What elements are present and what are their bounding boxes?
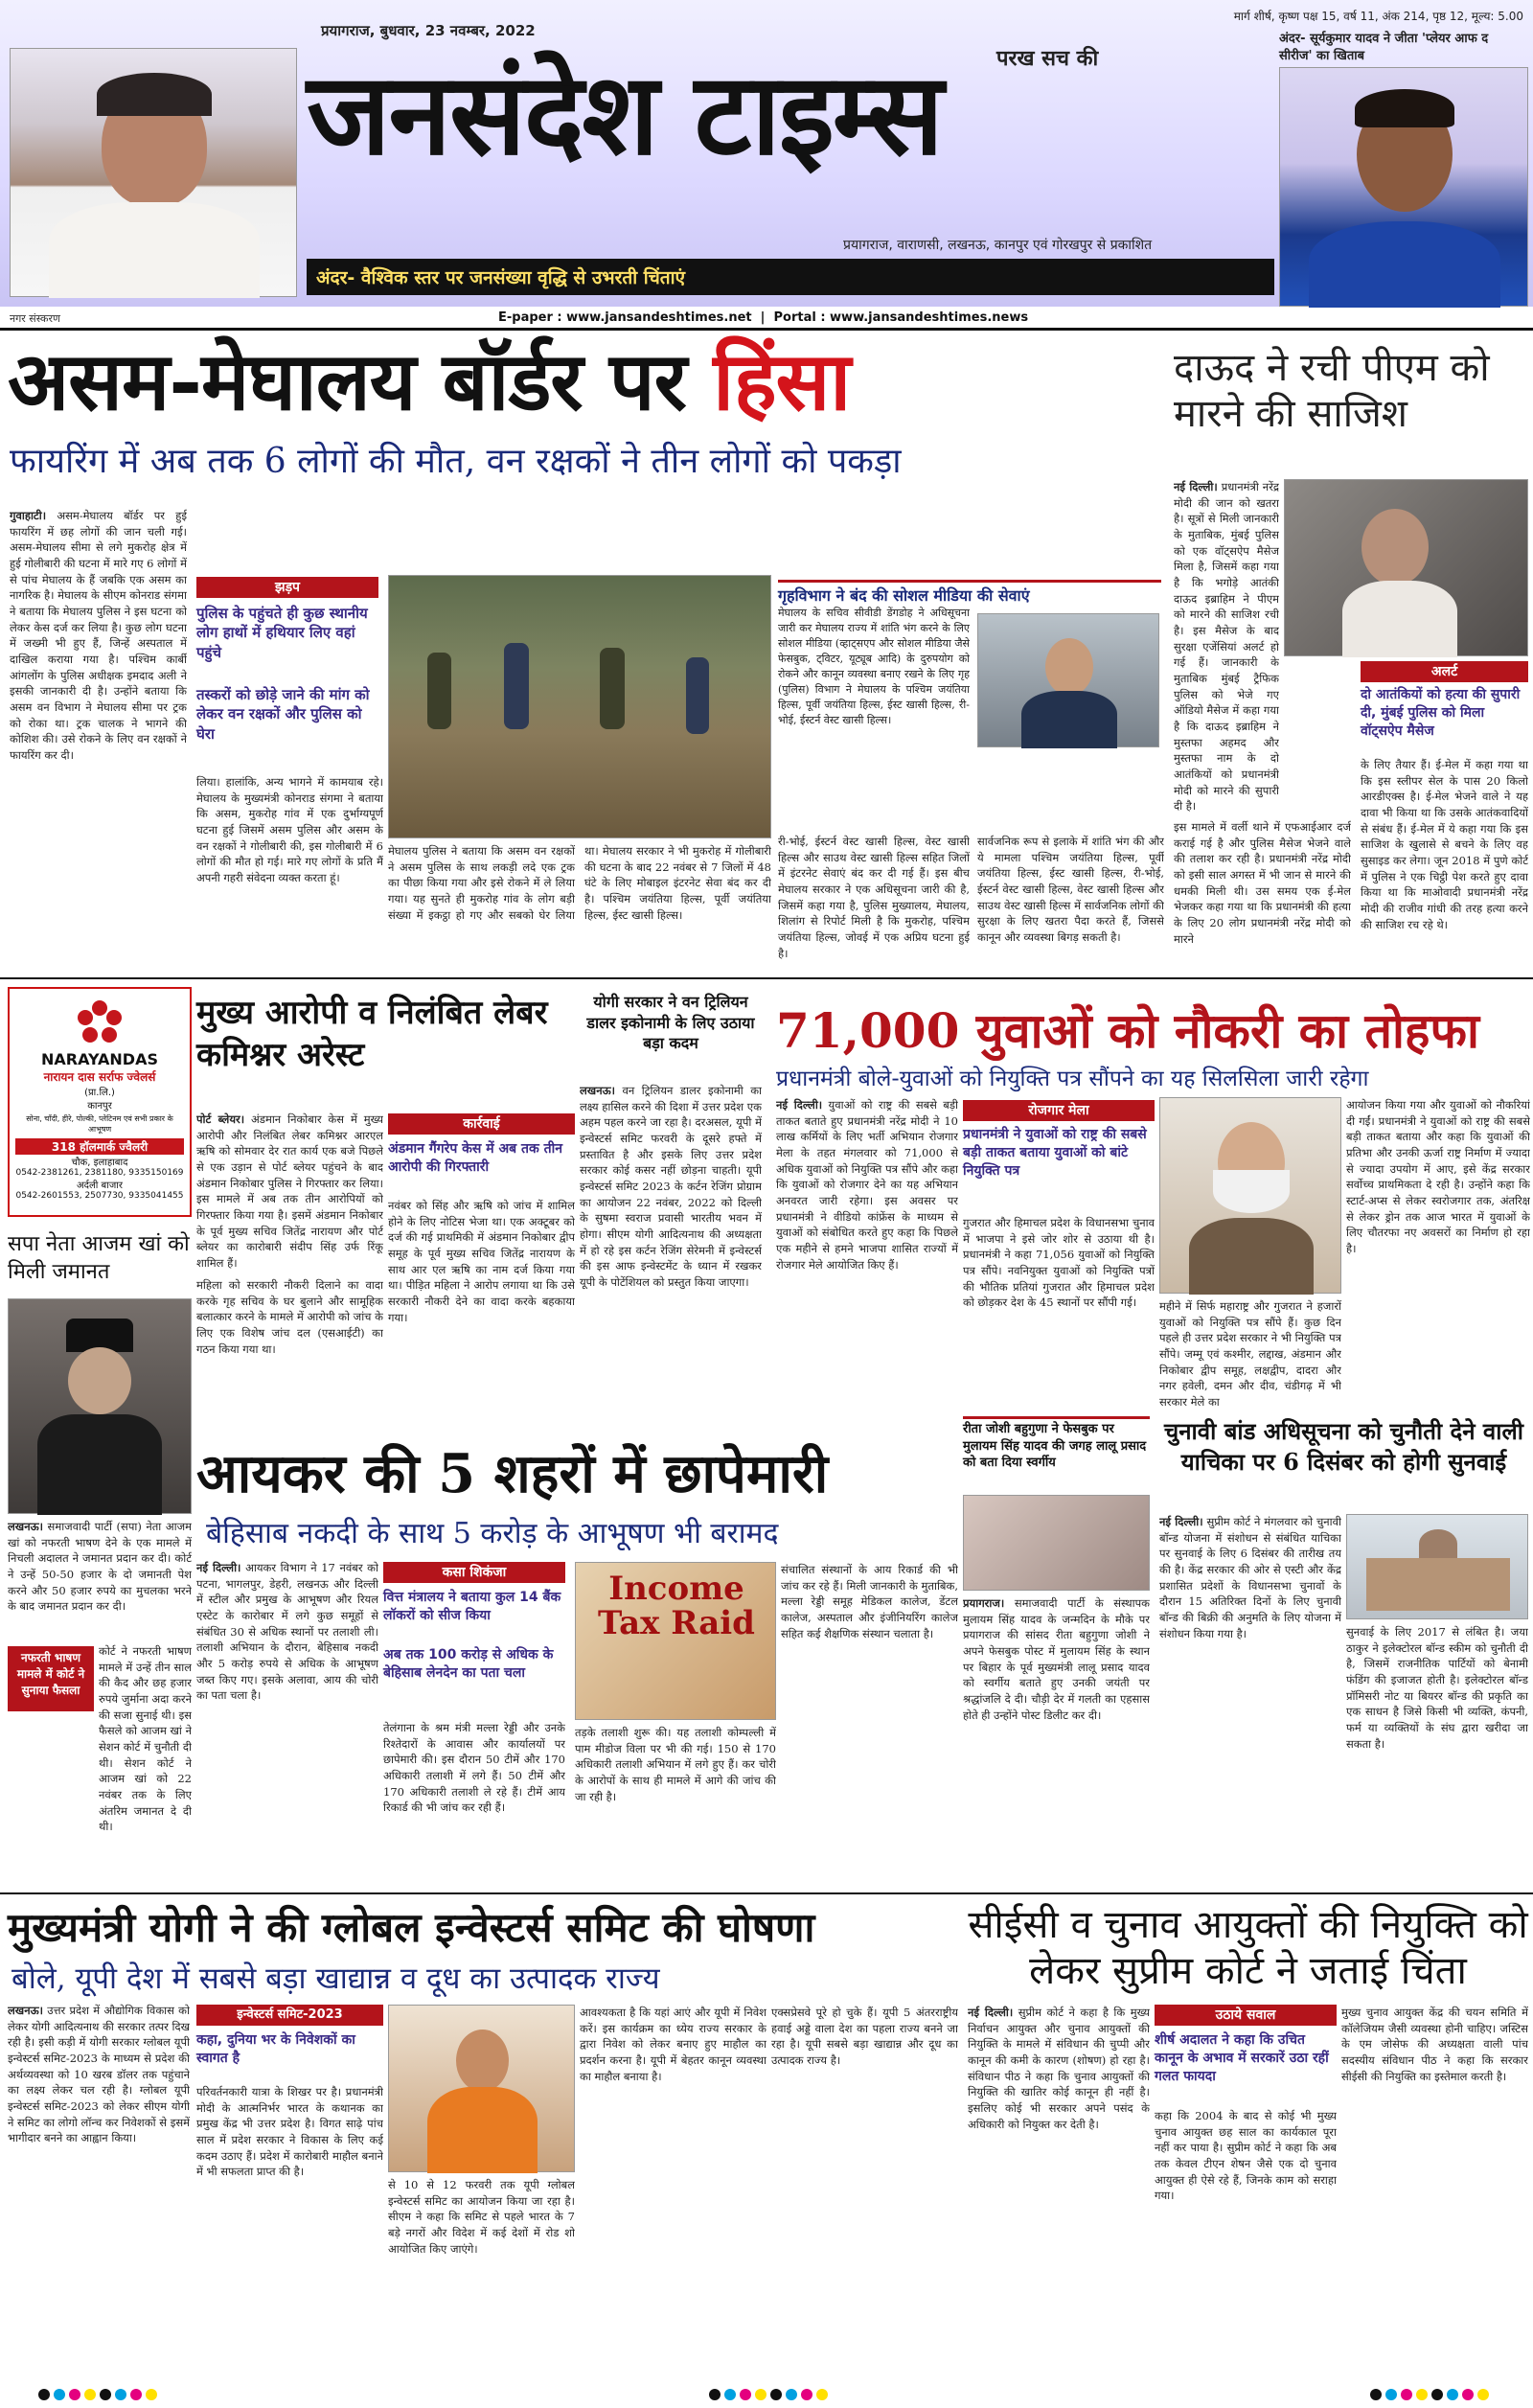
electoral-body1 — [1159, 1514, 1341, 1888]
lead-dateline: गुवाहाटी। — [10, 509, 47, 522]
dateline: प्रयागराज, बुधवार, 23 नवम्बर, 2022 — [321, 22, 536, 39]
epaper-line[interactable]: E-paper : www.jansandeshtimes.net | Portal : www.jansandeshtimes.news — [498, 310, 1029, 325]
masthead-rule — [0, 328, 1533, 331]
azam-body — [8, 1519, 192, 1643]
lead-body-col4: री-भोई, ईस्टर्न वेस्ट खासी हिल्स, वेस्ट खासी हिल्स और साउथ वेस्ट खासी हिल्स सहित जिलों में इंटरनेट सेवाएं बंद कर दी गई हैं। इस बीच मेघालय सरकार ने एक अधिसूचना जारी की है, जिसमें कहा गया है, पुलिस मुख्यालय, मेघालय, शिलांग से रिपोर्ट मिली है कि मुकरोह, पश्चिम जयंतिया हिल्स, जोवई में एक अप्रिय घटना हुई है। — [778, 835, 970, 960]
summit-body5: एक्सप्रेसवे पूरे हो चुके हैं। यूपी 5 अंतरराष्ट्रीय हवाई अड्डे वाला देश का पहला राज्य बनने जा रहा है। यूपी सबसे बड़ा खाद्यान्न और दूध का उत्पादक राज्य है। — [771, 2006, 958, 2068]
print-color-dot — [1401, 2389, 1412, 2400]
ad-city: चौक, इलाहाबाद — [71, 1158, 128, 1168]
print-color-dot — [54, 2389, 65, 2400]
rita-dateline: प्रयागराज। — [963, 1596, 1005, 1610]
print-color-dot — [1431, 2389, 1443, 2400]
print-color-dot — [1370, 2389, 1382, 2400]
lead-headline — [8, 333, 851, 428]
tax-body1 — [196, 1560, 378, 1886]
tax-body3: तड़के तलाशी शुरू की। यह तलाशी कोम्पल्ली में पाम मीडोज विला पर भी की गई। 150 से 170 अधिकारी तलाशी अभियान में लगे हुए हैं। कर चोरी के आरोपों के साथ ही मामले में आगे की जांच की जा रही है। — [575, 1726, 776, 1803]
summit-body1 — [8, 2003, 190, 2367]
print-color-dot — [740, 2389, 751, 2400]
lead-headline-main: असम-मेघालय बॉर्डर पर — [8, 333, 686, 428]
publication-cities: प्रयागराज, वाराणसी, लखनऊ, कानपुर एवं गोरखपुर से प्रकाशित — [843, 238, 1153, 253]
electoral-body2: सुनवाई के लिए 2017 से लंबित है। जया ठाकुर ने इलेक्टोरल बॉन्ड स्कीम को चुनौती दी है, जिसमें राजनीतिक पार्टियों को बेनामी फंडिंग की इजाजत होती है। इलेक्टोरल बॉन्ड प्रॉमिसरी नोट या बियरर बॉन्ड की प्रकृति का एक साधन है जिसे किसी भी व्यक्ति, कंपनी, फर्म या व्यक्तियों के संघ द्वारा खरीदा जा सकता है। — [1346, 1625, 1528, 1751]
labour-label: कार्रवाई — [388, 1113, 575, 1135]
azam-body2: कोर्ट ने नफरती भाषण मामले में उन्हें तीन साल की कैद और छह हजार रुपये जुर्माना अदा करने की सजा सुनाई थी। इस फैसले को आजम खां ने सेशन कोर्ट में चुनौती दी थी। सेशन कोर्ट ने आजम खां को 22 नवंबर तक के लिए अंतरिम जमानत दे दी थी। — [99, 1644, 192, 1834]
alert-label: अलर्ट — [1361, 661, 1528, 682]
ad-address: 318 हॉलमार्क ज्वैलरी — [15, 1138, 184, 1155]
print-color-dot — [816, 2389, 828, 2400]
print-color-dot — [724, 2389, 736, 2400]
trillion-body — [580, 1083, 762, 1423]
lead-body-col5: सार्वजनिक रूप से इलाके में शांति भंग की और ये मामला पश्चिम जयंतिया हिल्स, पूर्वी जयंतिया हिल्स, ईस्ट खासी हिल्स, री-भोई, ईस्टर्न वेस्ट खासी हिल्स, वेस्ट खासी हिल्स और साउथ वेस्ट खासी हिल्स में सार्वजनिक लोगों की सुरक्षा के लिए खतरा पैदा करते हैं, जिससे कानून और व्यवस्था बिगड़ सकती है। — [977, 835, 1164, 945]
summit-body3: से 10 से 12 फरवरी तक यूपी ग्लोबल इन्वेस्टर्स समिट का आयोजन किया जा रहा है। सीएम ने कहा कि समिट से पहले भारत के 7 बड़े नगरों और विदेश में कई देशों में रोड शो आयोजित किए जाएंगे। — [388, 2178, 575, 2256]
edition-info: मार्ग शीर्ष, कृष्ण पक्ष 15, वर्ष 11, अंक 214, पृष्ठ 12, मूल्य: 5.00 — [1233, 10, 1523, 23]
income-tax-graphic — [575, 1562, 776, 1720]
jhadap-text1: पुलिस के पहुंचते ही कुछ स्थानीय लोग हाथों में हथियार लिए वहां पहुंचे — [196, 605, 368, 661]
print-color-dot — [1462, 2389, 1474, 2400]
print-color-dot — [1447, 2389, 1458, 2400]
print-color-dot — [786, 2389, 797, 2400]
summit-sub: कहा, दुनिया भर के निवेशकों का स्वागत है — [196, 2032, 355, 2066]
print-color-dot — [709, 2389, 721, 2400]
tax-sub2: अब तक 100 करोड़ से अधिक के बेहिसाब लेनदेन का पता चला — [383, 1647, 554, 1681]
narayandas-ad[interactable] — [8, 987, 192, 1217]
edition-label: नगर संस्करण — [10, 312, 60, 325]
dawood-headline: दाऊद ने रची पीएम को मारने की साजिश — [1174, 346, 1490, 436]
dawood-body1 — [1174, 479, 1279, 814]
ad-phone: 0542-2381261, 2381180, 9335150169 — [15, 1168, 184, 1178]
lead-headline-red: हिंसा — [713, 333, 851, 428]
print-color-dot — [130, 2389, 142, 2400]
cec-body1 — [968, 2005, 1150, 2367]
ad-location: कानपुर — [87, 1101, 112, 1112]
labour-body1 — [196, 1112, 383, 1274]
summit-dateline: लखनऊ। — [8, 2004, 43, 2017]
cec-body3: मुख्य चुनाव आयुक्त केंद्र की चयन समिति में कॉलेजियम जैसी व्यवस्था होनी चाहिए। जस्टिस के एम जोसेफ की अध्यक्षता वाली पांच सदस्यीय संविधान पीठ ने कहा कि सरकार सीईसी की नियुक्ति का इस्तेमाल करती है। — [1341, 2006, 1528, 2083]
newspaper-title: जनसंदेश टाइम्स — [307, 47, 942, 180]
print-marks-left — [38, 2386, 161, 2404]
lead-body1: असम-मेघालय बॉर्डर पर हुई फायरिंग में छह लोगों की जान चली गई। असम-मेघालय सीमा से लगे मुकरोह क्षेत्र में हुई गोलीबारी की घटना में मारे गए 6 लोगों में से पांच मेघालय के हैं जबकि एक असम का नागरिक है। मेघालय के सीएम कोनराड संगमा ने बताया कि मेघालय पुलिस ने इस घटना को लेकर केस दर्ज कर लिया है। कुछ लोग घटना में जख्मी भी हुए हैं, जिन्हें अस्पताल में दाखिल कराया गया है। पश्चिम कार्बी आंगलोंग के पुलिस अधीक्षक इमदाद अली ने इसकी जानकारी दी है। उन्होंने बताया कि असम वन विभाग ने मेघालय सीमा पर ट्रक को रोका था। ट्रक चालक ने भागने की कोशिश की। उसे रोकने के लिए वन रक्षकों ने फायरिंग कर दी। — [10, 509, 187, 763]
tax-body2: तेलंगाना के श्रम मंत्री मल्ला रेड्डी और उनके रिश्तेदारों के आवास और कार्यालयों पर छापेमारी की। इस दौरान 50 टीमें और 170 अधिकारी तलाशी में लगे हैं। 50 टीमें और 170 अधिकारी तलाशी ले रहे हैं। टीमें आय रिकार्ड की भी जांच कर रही हैं। — [383, 1721, 565, 1815]
print-color-dot — [69, 2389, 80, 2400]
azam-khan-photo — [8, 1298, 192, 1514]
suryakumar-photo — [1279, 67, 1528, 307]
print-color-dot — [1385, 2389, 1397, 2400]
summit-body4: आवश्यकता है कि यहां आएं और यूपी में निवेश करें। इस कार्यक्रम का ध्येय राज्य सरकार के द्वारा निवेश को लेकर बनाए हुए माहौल का प्रदर्शन करना है। यूपी में बेहतर कानून व्यवस्था का माहौल बनाया है। — [580, 2006, 766, 2083]
jobs-body1-text: युवाओं को राष्ट्र की सबसे बड़ी ताकत बताते हुए प्रधानमंत्री नरेंद्र मोदी ने 10 लाख कर्मियों के लिए भर्ती अभियान रोजगार मेला के तहत मंगलवार को 71,000 से अधिक युवाओं को नियुक्ति पत्र सौंपे और कहा कि युवाओं को रोजगार देने का यह अभियान अनवरत जारी रहेगा। इस अवसर पर प्रधानमंत्री ने वीडियो कांफ्रेंस के माध्यम से युवाओं को संबोधित करते हुए कहा कि पिछले एक महीने से हमने भाजपा शासित राज्यों में रोजगार मेले आयोजित किए हैं। — [776, 1098, 958, 1272]
supreme-court-photo — [1346, 1514, 1528, 1619]
jobs-label: रोजगार मेला — [963, 1100, 1155, 1121]
jhadap-label: झड़प — [196, 577, 378, 598]
summit-body1-text: उत्तर प्रदेश में औद्योगिक विकास को लेकर योगी आदित्यनाथ की सरकार तत्पर दिख रही है। इसी कड़ी में योगी सरकार ग्लोबल यूपी इन्वेस्टर्स समिट-2023 के माध्यम से प्रदेश की अर्थव्यवस्था को 10 खरब डॉलर तक पहुंचाने का लक्ष्य लेकर चल रही है। ग्लोबल यूपी इन्वेस्टर्स समिट-2023 को लेकर सीएम योगी ने समिट का लोगो लॉन्च कर निवेशकों से इसमें भागीदार बनने का आह्वान किया। — [8, 2004, 190, 2145]
labour-body3: नवंबर को सिंह और ऋषि को जांच में शामिल होने के लिए नोटिस भेजा था। एक अक्टूबर को दर्ज की गई प्राथमिकी में अंडमान निकोबार द्वीप समूह के पूर्व मुख्य सचिव जितेंद्र नारायण के साथ आर एल ऋषि का नाम दर्ज किया गया था। पीड़ित महिला ने आरोप लगाया था कि उसे सरकारी नौकरी देने का वादा करके बहकाया गया। — [388, 1199, 575, 1324]
print-marks-right — [1370, 2386, 1493, 2404]
labour-sub: अंडमान गैंगरेप केस में अब तक तीन आरोपी की गिरफ्तारी — [388, 1141, 563, 1175]
trillion-headline: योगी सरकार ने वन ट्रिलियन डालर इकोनामी के लिए उठाया बड़ा कदम — [586, 993, 755, 1053]
flower-logo-icon — [76, 998, 124, 1046]
tax-label: कसा शिकंजा — [383, 1562, 565, 1583]
dawood-dateline: नई दिल्ली। — [1174, 480, 1218, 493]
section-rule-2 — [0, 1892, 1533, 1894]
tax-body1-text: आयकर विभाग ने 17 नवंबर को पटना, भागलपुर, डेहरी, लखनऊ और दिल्ली में स्टील और प्रमुख के आभूषण और रियल एस्टेट के कारोबार में लगे कुछ समूहों से संबंधित 30 से अधिक स्थानों पर तलाशी ली। तलाशी अभियान के दौरान, बेहिसाब नकदी और 5 करोड़ रुपये से अधिक के आभूषण जब्त किए गए। इसके अलावा, आय की चोरी का पता चला है। — [196, 1561, 378, 1703]
cec-dateline: नई दिल्ली। — [968, 2006, 1014, 2019]
labour-dateline: पोर्ट ब्लेयर। — [196, 1112, 245, 1126]
jobs-body4: आयोजन किया गया और युवाओं को नौकरियां दी गईं। प्रधानमंत्री ने युवाओं को राष्ट्र की सबसे बड़ी ताकत बताया और कहा कि युवाओं की प्रतिभा और उनकी ऊर्जा राष्ट्र निर्माण में ज्यादा से ज्यादा उपयोग में आए, इसे केंद्र सरकार सर्वोच्च प्राथमिकता दे रही है। उन्होंने कहा कि स्टार्ट-अप्स से लेकर स्वरोजगार तक, अंतरिक्ष से लेकर ड्रोन तक आज भारत में युवाओं के लिए चौतरफा नए अवसरों का निर्माण हो रहा है। — [1346, 1098, 1530, 1256]
cec-body2: कहा कि 2004 के बाद से कोई भी मुख्य चुनाव आयुक्त छह साल का कार्यकाल पूरा नहीं कर पाया है। सुप्रीम कोर्ट ने कहा कि अब तक केवल टीएन शेषन जैसे एक दो चुनाव आयुक्त ही ऐसे रहे हैं, जिनके काम को सराहा गया। — [1155, 2109, 1337, 2203]
lead-body-col3: मेघालय पुलिस ने बताया कि असम वन रक्षकों ने असम पुलिस के साथ लकड़ी लदे एक ट्रक का पीछा किया गया और इसे रोकने में ले लिया गया। यह सुनते ही मुकरोह गांव के लोग बड़ी संख्या में इकट्ठा हो गए और सबको घेर लिया था। मेघालय सरकार ने भी मुकरोह में गोलीबारी की घटना के बाद 22 नवंबर से 7 जिलों में 48 घंटे के लिए मोबाइल इंटरनेट सेवा बंद कर दी है। पश्चिम जयंतिया हिल्स, पूर्वी जयंतिया हिल्स, ईस्ट खासी हिल्स। — [388, 844, 771, 922]
income-tax-text: Income Tax Raid — [598, 1570, 755, 1642]
tax-headline: आयकर की 5 शहरों में छापेमारी — [196, 1442, 829, 1505]
azam-dateline: लखनऊ। — [8, 1520, 43, 1533]
ad-phone2: 0542-2601553, 2507730, 9335041455 — [15, 1191, 184, 1201]
lead-subhead: फायरिंग में अब तक 6 लोगों की मौत, वन रक्षकों ने तीन लोगों को पकड़ा — [10, 442, 902, 481]
labour-headline: मुख्य आरोपी व निलंबित लेबर कमिश्नर अरेस्ट — [196, 994, 548, 1075]
inside-promo: अंदर- वैश्विक स्तर पर जनसंख्या वृद्धि से उभरती चिंताएं — [316, 267, 686, 288]
tax-body4: संचालित संस्थानों के आय रिकार्ड की भी जांच कर रहे हैं। मिली जानकारी के मुताबिक, मल्ला रेड्डी समूह मेडिकल कालेज, डेंटल कालेज, अस्पताल और इंजीनियरिंग कालेज सहित कई शैक्षणिक संस्थान चलाता है। — [781, 1563, 958, 1640]
trillion-dateline: लखनऊ। — [580, 1084, 615, 1097]
print-color-dot — [755, 2389, 766, 2400]
dawood-body2: इस मामले में वर्ली थाने में एफआईआर दर्ज कराई गई है और पुलिस मैसेज भेजने वाले की तलाश कर रही है। प्रधानमंत्री नरेंद्र मोदी को इसी साल अगस्त में भी जान से मारने की धमकी मिली थी। उस समय एक ई-मेल भेजकर कहा गया था कि प्रधानमंत्री की हत्या के लिए 20 लोग प्रधानमंत्री नरेंद्र मोदी को मारने — [1174, 820, 1351, 946]
jobs-headline: 71,000 युवाओं को नौकरी का तोहफा — [776, 1002, 1479, 1059]
print-color-dot — [146, 2389, 157, 2400]
print-color-dot — [38, 2389, 50, 2400]
print-color-dot — [1477, 2389, 1489, 2400]
ad-brand-hi: नारायन दास सर्राफ ज्वेलर्स — [43, 1070, 156, 1084]
print-color-dot — [84, 2389, 96, 2400]
rita-body — [963, 1595, 1150, 1888]
cec-headline: सीईसी व चुनाव आयुक्तों की नियुक्ति को लेकर सुप्रीम कोर्ट ने जताई चिंता — [968, 1903, 1528, 1993]
electoral-body1-text: सुप्रीम कोर्ट ने मंगलवार को चुनावी बॉन्ड योजना में संशोधन से संबंधित याचिका पर सुनवाई के लिए 6 दिसंबर की तारीख तय की है। केंद्र सरकार की ओर से एस्टी और केंद्र प्रशासित प्रदेशों के विधानसभा चुनावों के दौरान 15 अतिरिक्त दिनों के लिए चुनावी बॉन्ड की बिक्री की अनुमति के लिए योजना में संशोधन किया गया है। — [1159, 1515, 1341, 1640]
summit-label: इन्वेस्टर्स समिट-2023 — [196, 2005, 383, 2026]
lead-body-col2: लिया। हालांकि, अन्य भागने में कामयाब रहे। मेघालय के मुख्यमंत्री कोनराड संगमा ने बताया कि असम, मुकरोह गांव में एक दुर्भाग्यपूर्ण घटना हुई जिसमें असम पुलिस और असम के वन रक्षकों ने गोलीबारी की, इस गोलीबारी में 6 लोगों की मौत हो गई। मारे गए लोगों के प्रति मैं अपनी गहरी संवेदना व्यक्त करता हूं। — [196, 775, 383, 885]
cec-body1-text: सुप्रीम कोर्ट ने कहा है कि मुख्य निर्वाचन आयुक्त और चुनाव आयुक्तों की नियुक्ति के मामले में संविधान की चुप्पी और कानून की कमी के कारण (शोषण) हो रहा है। संविधान पीठ ने कहा कि चुनाव आयुक्तों की नियुक्ति की खातिर कोई कानून ही नहीं है। इसलिए कोई भी सरकार अपने पसंद के अधिकारी को नियुक्त कर देती है। — [968, 2006, 1150, 2131]
jobs-body2: गुजरात और हिमाचल प्रदेश के विधानसभा चुनाव में भाजपा ने इसे जोर शोर से उठाया थी है। प्रधानमंत्री ने कहा 71,056 युवाओं को नियुक्ति पत्र सौंपे। नवनियुक्त युवाओं को नियुक्ति पत्रों की भौतिक प्रतियां गुजरात और हिमाचल प्रदेश को छोड़कर देश के 45 स्थानों पर सौंपी गई। — [963, 1216, 1155, 1310]
cec-sub: शीर्ष अदालत ने कहा कि उचित कानून के अभाव में सरकारें उठा रहीं गलत फायदा — [1155, 2032, 1329, 2084]
ad-branch: अर्दली बाजार — [77, 1181, 123, 1191]
sidebar-text: मेघालय के सचिव सीवीडी डेंगडोह ने अधिसूचना जारी कर मेघालय राज्य में शांति भंग करने के लिए सोशल मीडिया (व्हाट्सएप और सोशल मीडिया जैसे फेसबुक, ट्विटर, यूट्यूब आदि) के दुरुपयोग को रोकने और कानून व्यवस्था बनाए रखने के लिए गृह (पुलिस) विभाग ने मेघालय के पश्चिम जयंतिया हिल्स, पूर्वी जयंतिया हिल्स, ईस्ट खासी हिल्स, री-भोई, ईस्टर्न वेस्ट खासी हिल्स। — [778, 607, 970, 726]
azam-box: नफरती भाषण मामले में कोर्ट ने सुनाया फैसला — [8, 1646, 94, 1711]
jobs-subhead: प्रधानमंत्री बोले-युवाओं को नियुक्ति पत्र सौंपने का यह सिलसिला जारी रहेगा — [776, 1066, 1369, 1091]
tax-subhead: बेहिसाब नकदी के साथ 5 करोड़ के आभूषण भी बरामद — [206, 1517, 779, 1550]
jobs-body1 — [776, 1097, 958, 1409]
alert-text: दो आतंकियों को हत्या की सुपारी दी, मुंबई पुलिस को मिला वॉट्सऐप मैसेज — [1361, 687, 1521, 739]
labour-body2: महिला को सरकारी नौकरी दिलाने का वादा करके गृह सचिव के घर बुलाने और सामूहिक बलात्कार करने के मामले में आरोपी को जांच के लिए एक विशेष जांच दल (एसआईटी) का गठन किया गया था। — [196, 1278, 383, 1356]
print-marks-center — [709, 2386, 832, 2404]
dawood-body3: के लिए तैयार हैं। ई-मेल में कहा गया था कि इस स्लीपर सेल के पास 20 किलो आरडीएक्स है। ई-मेल भेजने वाले ने यह दावा भी किया था कि उसके आतंकवादियों से संबंध हैं। ई-मेल में ये कहा गया कि इस साजिश के खुलासे से बचने के लिए वह सुसाइड कर लेगा। जून 2018 में पुणे कोर्ट में पुलिस ने एक चिट्ठी पेश करते हुए दावा किया था कि माओवादी प्रधानमंत्री नरेंद्र मोदी की राजीव गांधी की तरह हत्या करने की साजिश रच रहे थे। — [1361, 758, 1528, 931]
section-rule-1 — [0, 977, 1533, 979]
print-color-dot — [770, 2389, 782, 2400]
ad-lines: सोना, चाँदी, हीरे, पोल्की, प्लेटिनम एवं सभी प्रकार के आभूषण — [26, 1114, 173, 1134]
print-color-dot — [801, 2389, 812, 2400]
hindi-editor-photo — [10, 48, 297, 297]
azam-body-text: समाजवादी पार्टी (सपा) नेता आजम खां को नफरती भाषण देने के एक मामले में निचली अदालत ने जमानत प्रदान कर दी। कोर्ट ने उन्हें 50-50 हजार के दो जमानती पेश करने और 50 हजार रुपये का मुचलका भरने के बाद जमानत प्रदान कर दी। — [8, 1520, 192, 1614]
tax-sub1: वित्त मंत्रालय ने बताया कुल 14 बैंक लॉकरों को सीज किया — [383, 1590, 561, 1623]
azam-headline: सपा नेता आजम खां को मिली जमानत — [8, 1232, 190, 1284]
lead-body-col1 — [10, 508, 187, 968]
summit-headline: मुख्यमंत्री योगी ने की ग्लोबल इन्वेस्टर्स समिट की घोषणा — [8, 1904, 815, 1951]
inside-right-promo: अंदर- सूर्यकुमार यादव ने जीता 'प्लेयर आफ द सीरीज' का खिताब — [1279, 32, 1489, 63]
labour-body1-text: अंडमान निकोबार केस में मुख्य आरोपी और निलंबित लेबर कमिश्नर आरएल ऋषि को सोमवार देर रात कार्य एक बजे पिछले से एक उड़ान से पोर्ट ब्लेयर पहुंचने के बाद अंडमान निकोबार पुलिस ने गिरफ्तार कर लिया। इस मामले में अब तक तीन आरोपियों को गिरफ्तार किया गया है। इसमें अंडमान निकोबार के पूर्व मुख्य सचिव जितेंद्र नारायण और पोर्ट ब्लेयर का कारोबारी संदीप सिंह उर्फ रिंकू शामिल हैं। — [196, 1112, 383, 1271]
rita-body-text: समाजवादी पार्टी के संस्थापक मुलायम सिंह यादव के जन्मदिन के मौके पर प्रयागराज की सांसद रीता बहुगुणा जोशी ने अपने फेसबुक पोस्ट में मुलायम सिंह के स्थान पर बिहार के पूर्व मुख्यमंत्री लालू प्रसाद यादव को स्वर्गीय बताते हुए उनकी जयंती पर श्रद्धांजलि दे दी। चौड़ी देर में गलती का एहसास होते ही उन्होंने पोस्ट डिलीट कर दी। — [963, 1596, 1150, 1722]
electoral-dateline: नई दिल्ली। — [1159, 1515, 1203, 1528]
tax-dateline: नई दिल्ली। — [196, 1561, 241, 1574]
print-color-dot — [1416, 2389, 1428, 2400]
dawood-photo — [1284, 479, 1528, 656]
print-color-dot — [115, 2389, 126, 2400]
tagline: परख सच की — [996, 46, 1099, 71]
rita-photo — [963, 1495, 1150, 1591]
meghalaya-cm-photo — [977, 613, 1159, 747]
dawood-body1-text: प्रधानमंत्री नरेंद्र मोदी की जान को खतरा है। सूत्रों से मिली जानकारी के मुताबिक, मुंबई पुलिस को एक वॉट्सऐप मैसेज मिला है, जिसमें कहा गया है कि भगोड़े आतंकी दाऊद इब्राहिम ने पीएम को मारने की साजिश रची है। इस मैसेज के बाद सुरक्षा एजेंसियां अलर्ट हो गई हैं। जानकारी के मुताबिक मुंबई ट्रैफिक पुलिस को भेजे गए ऑडियो मैसेज में कहा गया है कि दाऊद इब्राहिम ने मुस्तफा अहमद और मुस्तफा नाम के दो आतंकियों को प्रधानमंत्री मोदी को मारने की सुपारी दी है। — [1174, 480, 1279, 814]
yogi-photo — [388, 2005, 575, 2172]
cec-label: उठाये सवाल — [1155, 2005, 1337, 2026]
jobs-body3: महीने में सिर्फ महाराष्ट्र और गुजरात ने हजारों युवाओं को नियुक्ति पत्र सौंपे हैं। कुछ दिन पहले ही उत्तर प्रदेश सरकार ने भी नियुक्ति पत्र सौंपे। जम्मू एवं कश्मीर, लद्दाख, अंडमान और निकोबार द्वीप समूह, लक्षद्वीप, दादरा और नगर हवेली, दमन और दीव, चंडीगढ़ में भी सरकार मेले का — [1159, 1299, 1341, 1409]
jobs-dateline: नई दिल्ली। — [776, 1098, 823, 1112]
rita-title: रीता जोशी बहुगुणा ने फेसबुक पर मुलायम सिंह यादव की जगह लालू प्रसाद को बता दिया स्वर्गीय — [963, 1416, 1150, 1472]
print-color-dot — [100, 2389, 111, 2400]
modi-photo — [1159, 1097, 1341, 1294]
assam-forest-photo — [388, 575, 771, 838]
jhadap-text2: तस्करों को छोड़े जाने की मांग को लेकर वन रक्षकों और पुलिस को घेरा — [196, 686, 370, 743]
trillion-body-text: वन ट्रिलियन डालर इकोनामी का लक्ष्य हासिल करने की दिशा में उत्तर प्रदेश एक अहम पहल करने जा रहा है। दरअसल, यूपी में इन्वेस्टर्स समिट फरवरी के दूसरे हफ्ते में प्रस्तावित है और इसके लिए उत्तर प्रदेश सरकार कोई कसर नहीं छोड़ना चाहती। यूपी इन्वेस्टर्स समिट 2023 के कर्टन रेजिंग प्रोग्राम का आयोजन 22 नवंबर, 2022 को दिल्ली के सुषमा स्वराज प्रवासी भारतीय भवन में होगा। सीएम योगी आदित्यनाथ की अध्यक्षता में हो रहे इस कर्टन रेजिंग सेरेमनी में इन्वेस्टर्स की इस आफ इन्वेस्टमेंट के ध्यान में रखकर यूपी के पोटेंशियल को प्रस्तुत किया जाएगा। — [580, 1084, 762, 1290]
ad-sub: (प्रा.लि.) — [84, 1088, 115, 1098]
electoral-headline: चुनावी बांड अधिसूचना को चुनौती देने वाली याचिका पर 6 दिसंबर को होगी सुनवाई — [1164, 1417, 1523, 1477]
ad-brand: NARAYANDAS — [41, 1050, 158, 1068]
summit-body2: परिवर्तनकारी यात्रा के शिखर पर है। प्रधानमंत्री मोदी के आत्मनिर्भर भारत के कथानक का प्रमुख केंद्र भी उत्तर प्रदेश है। विगत साढ़े पांच साल में प्रदेश सरकार ने विकास के लिए कई कदम उठाए हैं। प्रदेश में कारोबारी माहौल बनाने में भी सफलता प्राप्त की है। — [196, 2085, 383, 2179]
jobs-sub: प्रधानमंत्री ने युवाओं को राष्ट्र की सबसे बड़ी ताकत बताया युवाओं को बांटे नियुक्ति पत्र — [963, 1127, 1147, 1179]
summit-subhead: बोले, यूपी देश में सबसे बड़ा खाद्यान्न व दूध का उत्पादक राज्य — [11, 1961, 660, 1996]
sidebar-title: गृहविभाग ने बंद की सोशल मीडिया की सेवाएं — [778, 580, 1161, 606]
